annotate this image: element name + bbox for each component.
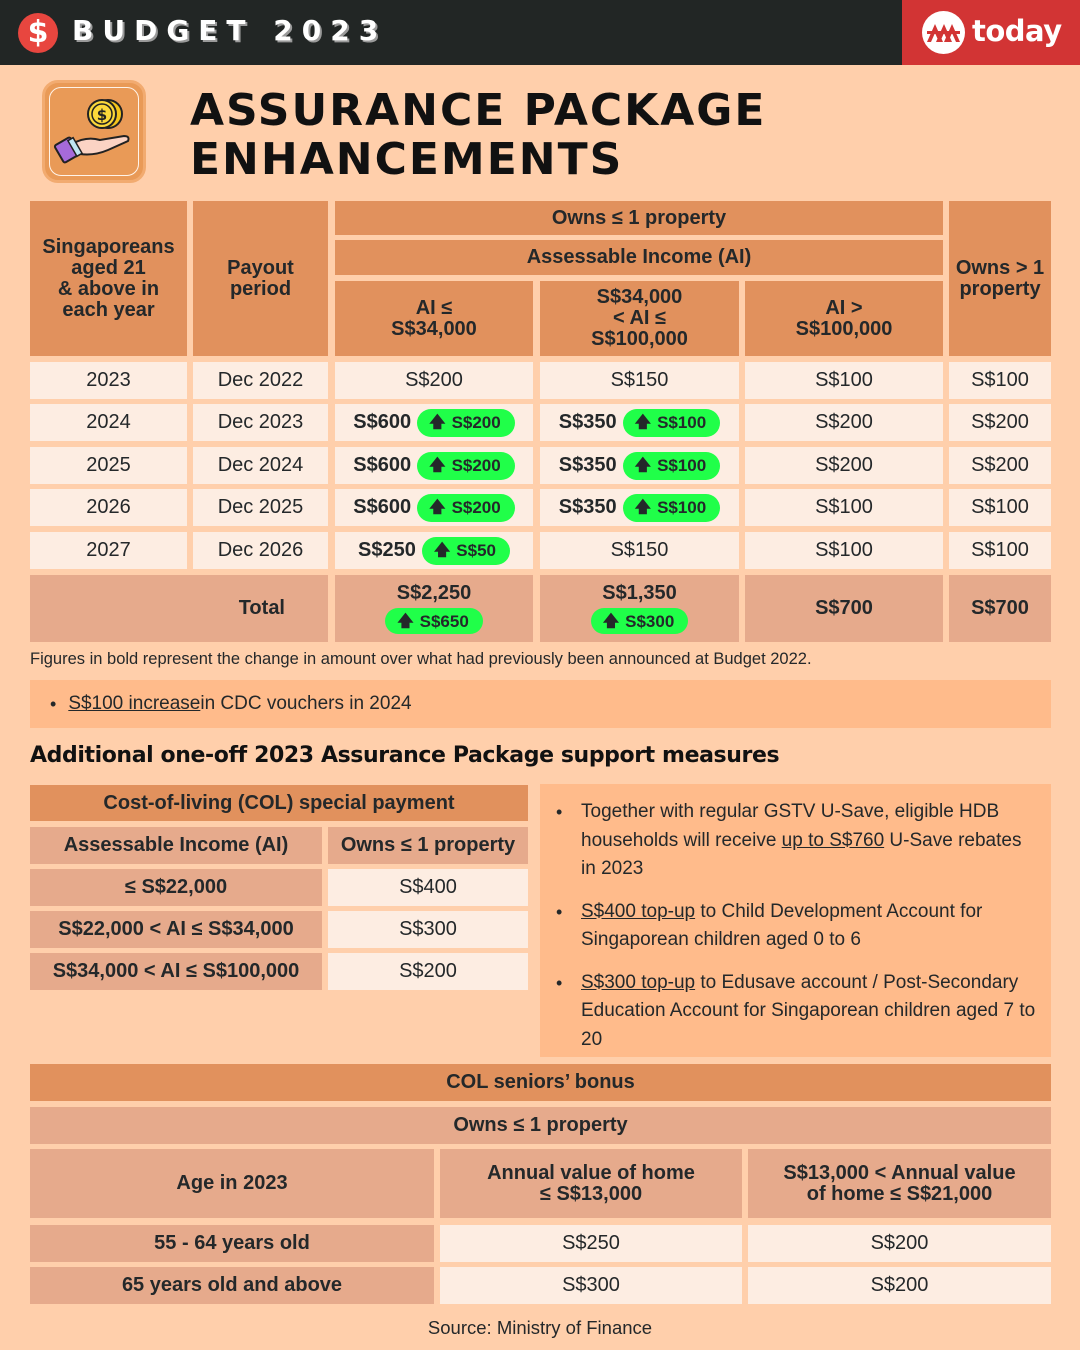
section-heading: Additional one-off 2023 Assurance Package support measures [30,743,780,768]
header-owns-le-1: Owns ≤ 1 property [335,201,943,235]
row-ai-34k-100k: S$350 🡅 S$100 [540,447,739,484]
header-ai-34k-100k: S$34,000 < AI ≤ S$100,000 [540,281,739,356]
row-year: 2026 [30,489,187,526]
up-arrow-icon: 🡅 [634,499,652,516]
seniors-high-av-value: S$200 [748,1267,1051,1304]
header-assessable-income: Assessable Income (AI) [335,240,943,275]
col-ai-range: S$34,000 < AI ≤ S$100,000 [30,953,322,990]
seniors-high-av-value: S$200 [748,1225,1051,1262]
col-special-payment-title: Cost-of-living (COL) special payment [30,785,528,821]
row-ai-34k-100k: S$350 🡅 S$100 [540,489,739,526]
row-ai-le-34k: S$600 🡅 S$200 [335,447,533,484]
row-ai-le-34k: S$200 [335,362,533,399]
row-ai-gt-100k: S$200 [745,404,943,441]
source-credit: Source: Ministry of Finance [427,1317,653,1338]
measure-bullet: • S$400 top-up to Child Development Account for Singaporean children aged 0 to 6 [554,898,1041,955]
up-arrow-icon: 🡅 [634,414,652,431]
dollar-badge-icon: $ [18,13,58,53]
brand-title: BUDGET 2023 [72,14,388,47]
row-ai-gt-100k: S$100 [745,489,943,526]
svg-text:$: $ [96,106,108,124]
bullet-icon: • [50,693,57,714]
row-year: 2025 [30,447,187,484]
col-payment-value: S$400 [328,869,528,906]
total-ai-le-34k: S$2,250 🡅 S$650 [335,575,533,642]
row-owns-gt-1: S$100 [949,532,1051,569]
row-ai-gt-100k: S$100 [745,362,943,399]
col-ai-range: S$22,000 < AI ≤ S$34,000 [30,911,322,948]
up-arrow-icon: 🡅 [429,414,446,431]
total-owns-gt-1: S$700 [949,575,1051,642]
row-ai-gt-100k: S$100 [745,532,943,569]
row-owns-gt-1: S$200 [949,447,1051,484]
measure-link[interactable]: S$300 top-up [581,971,696,993]
seniors-low-av-value: S$300 [440,1267,742,1304]
header-singaporeans: Singaporeans aged 21 & above in each year [30,201,187,356]
additional-measures-box [540,784,1051,1057]
increase-badge: 🡅 S$300 [591,608,689,634]
logo-text: today [972,14,1062,48]
up-arrow-icon: 🡅 [429,499,446,516]
up-arrow-icon: 🡅 [634,457,652,474]
row-owns-gt-1: S$100 [949,362,1051,399]
seniors-age-group: 65 years old and above [30,1267,434,1304]
footnote: Figures in bold represent the change in amount over what had previously been announced at Budget 2022. [30,650,812,668]
header-ai-le-34k: AI ≤ S$34,000 [335,281,533,356]
total-label: Total [30,575,328,642]
row-payout-period: Dec 2025 [193,489,328,526]
cdc-increase-link[interactable]: S$100 increase [68,693,201,714]
row-ai-34k-100k: S$350 🡅 S$100 [540,404,739,441]
row-ai-le-34k: S$600 🡅 S$200 [335,489,533,526]
col-header-owns: Owns ≤ 1 property [328,827,528,864]
row-payout-period: Dec 2024 [193,447,328,484]
col-ai-range: ≤ S$22,000 [30,869,322,906]
seniors-age-header: Age in 2023 [30,1149,434,1218]
seniors-bonus-title: COL seniors’ bonus [30,1064,1051,1101]
increase-badge: 🡅 S$200 [417,409,515,437]
increase-badge: 🡅 S$100 [623,494,721,522]
row-ai-le-34k: S$600 🡅 S$200 [335,404,533,441]
measure-bullet: • S$300 top-up to Edusave account / Post-Secondary Education Account for Singaporean children aged 7 to 20 [554,969,1041,1055]
header-payout-period: Payout period [193,201,328,356]
top-bar [0,0,1080,65]
seniors-high-av-header: S$13,000 < Annual value of home ≤ S$21,000 [748,1149,1051,1218]
today-logo-mark-icon [922,11,965,54]
row-payout-period: Dec 2022 [193,362,328,399]
row-ai-34k-100k: S$150 [540,532,739,569]
header-owns-gt-1: Owns > 1 property [949,201,1051,356]
col-payment-value: S$300 [328,911,528,948]
increase-badge: 🡅 S$200 [417,452,515,480]
row-year: 2024 [30,404,187,441]
total-ai-34k-100k: S$1,350 🡅 S$300 [540,575,739,642]
col-header-ai: Assessable Income (AI) [30,827,322,864]
increase-badge: 🡅 S$200 [417,494,515,522]
row-payout-period: Dec 2023 [193,404,328,441]
row-payout-period: Dec 2026 [193,532,328,569]
increase-badge: 🡅 S$100 [623,409,721,437]
row-ai-34k-100k: S$150 [540,362,739,399]
col-payment-value: S$200 [328,953,528,990]
row-owns-gt-1: S$200 [949,404,1051,441]
header-ai-gt-100k: AI > S$100,000 [745,281,943,356]
measure-link[interactable]: up to S$760 [781,829,885,851]
up-arrow-icon: 🡅 [429,457,446,474]
page-title: ASSURANCE PACKAGE ENHANCEMENTS [190,85,767,185]
hand-coin-icon [42,80,146,183]
up-arrow-icon: 🡅 [602,612,620,630]
row-ai-gt-100k: S$200 [745,447,943,484]
row-owns-gt-1: S$100 [949,489,1051,526]
increase-badge: 🡅 S$50 [422,537,510,565]
seniors-owns-header: Owns ≤ 1 property [30,1107,1051,1144]
measure-link[interactable]: S$400 top-up [581,900,696,922]
seniors-low-av-header: Annual value of home ≤ S$13,000 [440,1149,742,1218]
up-arrow-icon: 🡅 [433,542,451,559]
seniors-age-group: 55 - 64 years old [30,1225,434,1262]
today-logo[interactable] [902,0,1080,65]
up-arrow-icon: 🡅 [397,612,414,630]
total-ai-gt-100k: S$700 [745,575,943,642]
row-year: 2027 [30,532,187,569]
seniors-low-av-value: S$250 [440,1225,742,1262]
measure-bullet: • Together with regular GSTV U-Save, eligible HDB households will receive up to S$760 U-Save rebates in 2023 [554,798,1041,884]
increase-badge: 🡅 S$650 [385,608,483,634]
row-ai-le-34k: S$250 🡅 S$50 [335,532,533,569]
cdc-voucher-note: • S$100 increase in CDC vouchers in 2024 [30,680,1051,728]
increase-badge: 🡅 S$100 [623,452,721,480]
row-year: 2023 [30,362,187,399]
